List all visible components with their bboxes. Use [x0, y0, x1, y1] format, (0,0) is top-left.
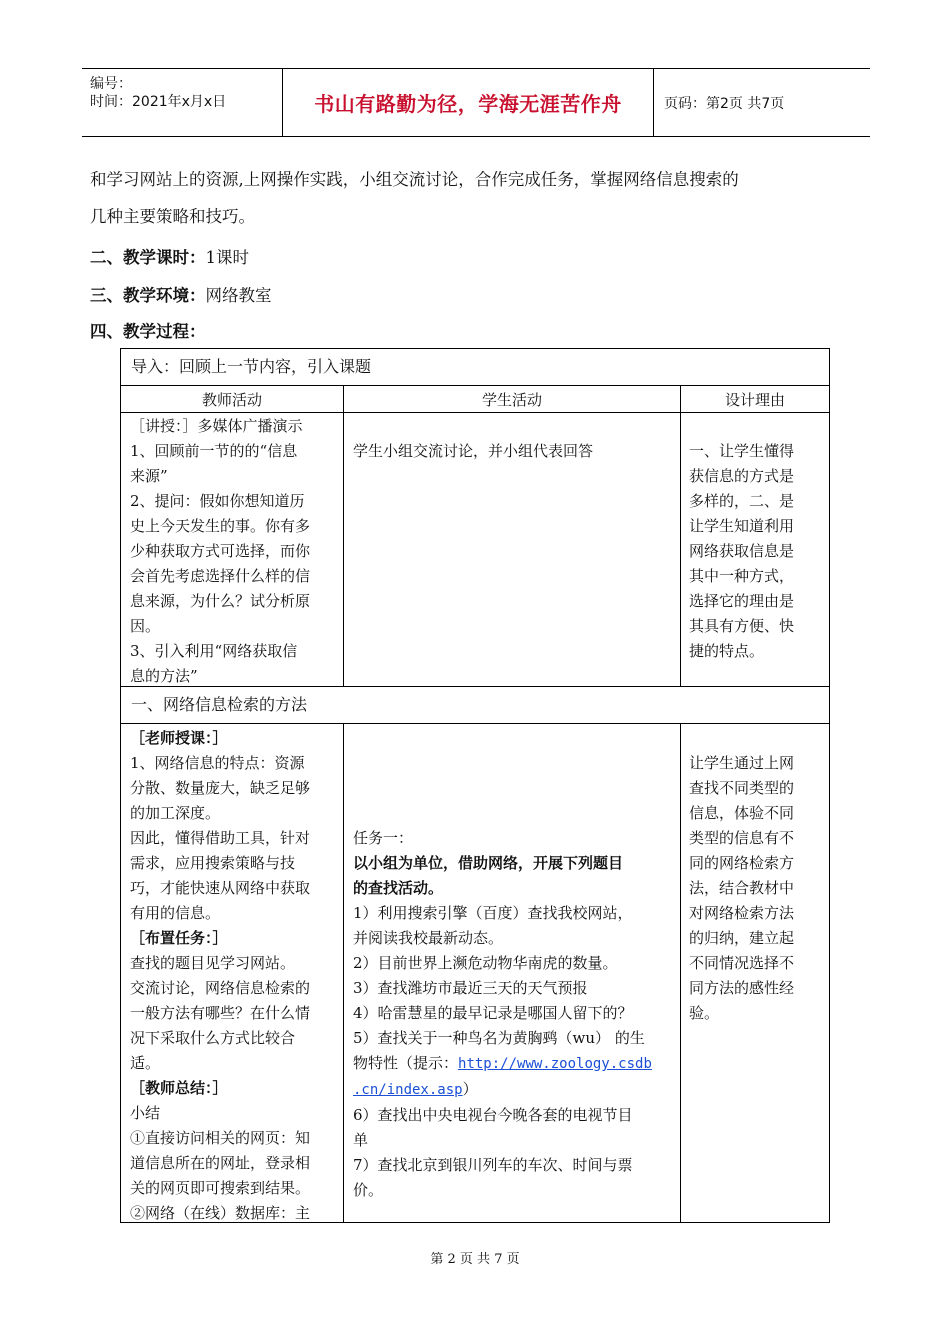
- text-line: 3、引入利用“网络获取信: [130, 642, 298, 660]
- r2-reason-cell: [689, 751, 794, 1026]
- section-hours: [90, 244, 249, 268]
- task-instruction: 的查找活动。: [353, 879, 444, 897]
- section-process-label: 四、教学过程：: [90, 322, 206, 341]
- text-line: 类型的信息有不: [689, 829, 795, 847]
- code-label: 编号：: [90, 76, 132, 92]
- hint-suffix: ）: [462, 1080, 478, 1098]
- page-header: [82, 68, 870, 137]
- task-item: 2）目前世界上濒危动物华南虎的数量。: [353, 954, 618, 972]
- text-line: 同方法的感性经: [689, 979, 795, 997]
- task-one-label: 任务一：: [353, 829, 414, 847]
- task-hint-line: [353, 1051, 652, 1077]
- text-line: 1、网络信息的特点：资源: [130, 754, 305, 772]
- method-row-title: 一、网络信息检索的方法: [131, 695, 308, 714]
- text-line: 息的方法”: [130, 667, 198, 685]
- task-hint-line-2: [353, 1077, 652, 1103]
- r2-student-cell: [353, 826, 652, 1203]
- intro-line-1: 和学习网站上的资源,上网操作实践，小组交流讨论，合作完成任务，掌握网络信息搜索的: [90, 170, 739, 189]
- task-item: 3）查找潍坊市最近三天的天气预报: [353, 979, 588, 997]
- text-line: 捷的特点。: [689, 642, 765, 660]
- text-line: 获信息的方式是: [689, 467, 795, 485]
- teacher-summary-heading: ［教师总结：］: [130, 1079, 228, 1097]
- text-line: 关的网页即可搜索到结果。: [130, 1179, 311, 1197]
- task-item: 5）查找关于一种鸟名为黄胸鹀（wu） 的生: [353, 1029, 645, 1047]
- text-line: 会首先考虑选择什么样的信: [130, 567, 311, 585]
- task-instruction: 以小组为单位，借助网络，开展下列题目: [353, 854, 624, 872]
- text-line: 有用的信息。: [130, 904, 221, 922]
- text-line: 道信息所在的网址，登录相: [130, 1154, 311, 1172]
- section-hours-value: 1课时: [205, 248, 249, 267]
- header-page-info: 页码：第2页 共7页: [664, 95, 785, 112]
- page-footer: 第 2 页 共 7 页: [430, 1252, 520, 1267]
- text-line: 多样的，二、是: [689, 492, 795, 510]
- text-line: 1、回顾前一节的的“信息: [130, 442, 298, 460]
- text-line: 来源”: [130, 467, 168, 485]
- text-line: 对网络检索方法: [689, 904, 795, 922]
- header-motto: 书山有路勤为径，学海无涯苦作舟: [283, 69, 654, 136]
- task-item: 价。: [353, 1181, 384, 1199]
- section-environment-value: 网络教室: [205, 286, 272, 305]
- text-line: ［讲授：］多媒体广播演示: [130, 417, 303, 435]
- text-line: 况下采取什么方式比较合: [130, 1029, 296, 1047]
- col-student-header: 学生活动: [481, 391, 542, 409]
- text-line: 因。: [130, 617, 161, 635]
- task-item: 并阅读我校最新动态。: [353, 929, 504, 947]
- section-environment: [90, 282, 272, 306]
- text-line: 不同情况选择不: [689, 954, 795, 972]
- text-line: 同的网络检索方: [689, 854, 795, 872]
- text-line: 查找不同类型的: [689, 779, 795, 797]
- zoology-link[interactable]: http://www.zoology.csdb: [458, 1056, 652, 1072]
- text-line: 需求，应用搜索策略与技: [130, 854, 296, 872]
- text-line: 适。: [130, 1054, 161, 1072]
- text-line: 一般方法有哪些？在什么情: [130, 1004, 311, 1022]
- text-line: 查找的题目见学习网站。: [130, 954, 296, 972]
- text-line: 其中一种方式，: [689, 567, 795, 585]
- task-item: 1）利用搜索引擎（百度）查找我校网站，: [353, 904, 633, 922]
- text-line: 让学生通过上网: [689, 754, 795, 772]
- r1-student-cell: [353, 439, 593, 464]
- r1-reason-cell: [689, 439, 794, 664]
- zoology-link-cont[interactable]: .cn/index.asp: [353, 1082, 463, 1098]
- text-line: 息来源，为什么？试分析原: [130, 592, 311, 610]
- text-line: 法，结合教材中: [689, 879, 795, 897]
- text-line: ②网络（在线）数据库：主: [130, 1204, 311, 1222]
- task-item: 单: [353, 1131, 369, 1149]
- text-line: 的加工深度。: [130, 804, 221, 822]
- section-hours-label: 二、教学课时：: [90, 248, 206, 267]
- text-line: 一、让学生懂得: [689, 442, 795, 460]
- text-line: 其具有方便、快: [689, 617, 795, 635]
- intro-row-title: 导入：回顾上一节内容，引入课题: [131, 357, 372, 376]
- section-process: [90, 318, 206, 342]
- text-line: 分散、数量庞大，缺乏足够: [130, 779, 311, 797]
- text-line: 网络获取信息是: [689, 542, 795, 560]
- section-environment-label: 三、教学环境：: [90, 286, 206, 305]
- task-item: 6）查找出中央电视台今晚各套的电视节目: [353, 1106, 633, 1124]
- text-line: ①直接访问相关的网页：知: [130, 1129, 311, 1147]
- hint-prefix: 物特性（提示：: [353, 1054, 459, 1072]
- text-line: 信息，体验不同: [689, 804, 795, 822]
- text-line: 学生小组交流讨论，并小组代表回答: [353, 442, 594, 460]
- intro-line-2: 几种主要策略和技巧。: [90, 207, 255, 226]
- text-line: 验。: [689, 1004, 720, 1022]
- r1-teacher-cell: [130, 414, 310, 689]
- text-line: 交流讨论，网络信息检索的: [130, 979, 311, 997]
- task-item: 7）查找北京到银川列车的车次、时间与票: [353, 1156, 633, 1174]
- assign-task-heading: ［布置任务：］: [130, 929, 228, 947]
- task-item: 4）哈雷慧星的最早记录是哪国人留下的？: [353, 1004, 633, 1022]
- text-line: 史上今天发生的事。你有多: [130, 517, 311, 535]
- text-line: 少种获取方式可选择，而你: [130, 542, 311, 560]
- text-line: 小结: [130, 1104, 161, 1122]
- text-line: 让学生知道利用: [689, 517, 795, 535]
- col-teacher-header: 教师活动: [201, 391, 262, 409]
- text-line: 因此，懂得借助工具，针对: [130, 829, 311, 847]
- col-reason-header: 设计理由: [724, 391, 785, 409]
- teacher-lecture-heading: ［老师授课：］: [130, 729, 228, 747]
- text-line: 巧，才能快速从网络中获取: [130, 879, 311, 897]
- text-line: 的归纳，建立起: [689, 929, 795, 947]
- text-line: 选择它的理由是: [689, 592, 795, 610]
- header-meta: [82, 69, 283, 136]
- text-line: 2、提问：假如你想知道历: [130, 492, 305, 510]
- time-label: 时间：2021年x月x日: [90, 94, 227, 110]
- r2-teacher-cell: [130, 726, 310, 1226]
